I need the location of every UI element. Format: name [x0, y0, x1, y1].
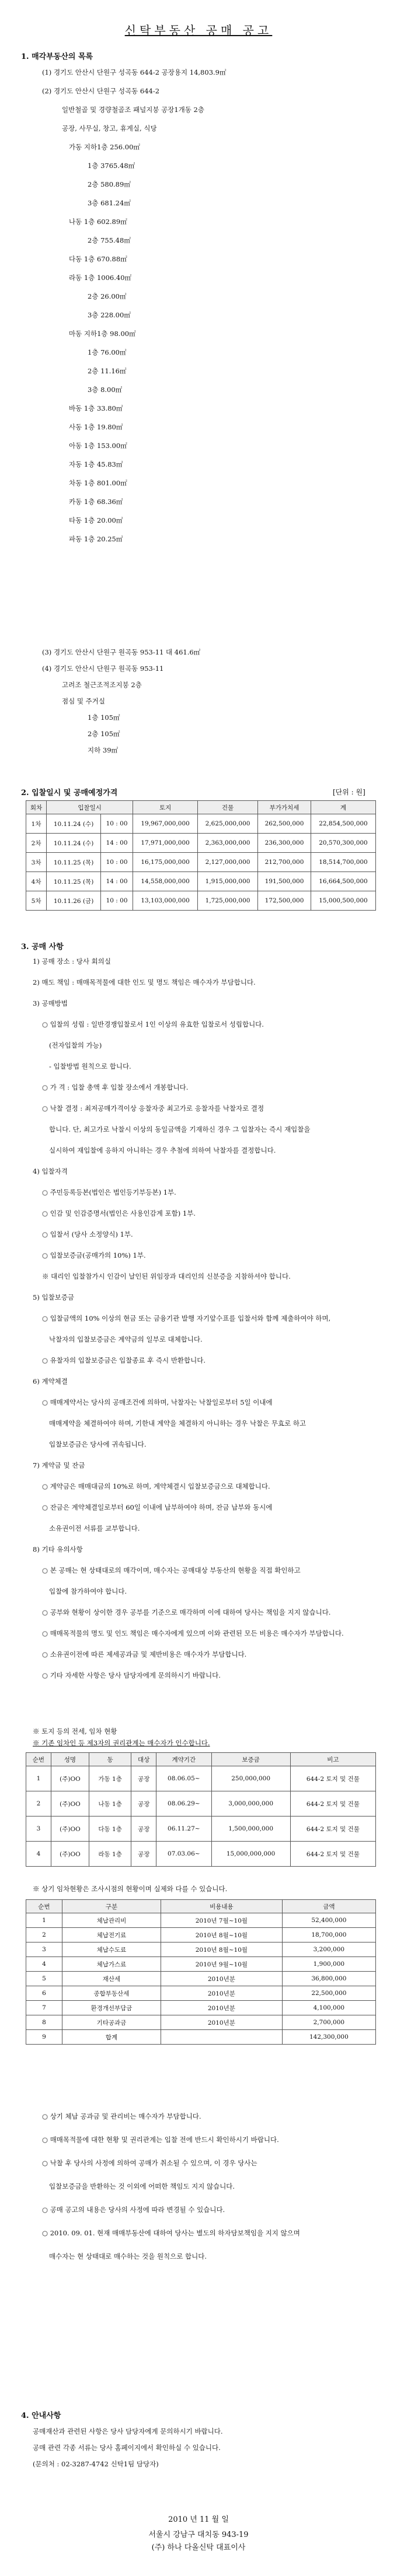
property-line: 마동 지하1층 98.00㎡: [69, 330, 136, 338]
property-line: (2) 경기도 안산시 단원구 성곡동 644-2: [42, 87, 160, 95]
property-line: (3) 경기도 안산시 단원구 원곡동 953-11 대 461.6㎡: [42, 648, 201, 656]
table-cell: 14 : 00: [101, 834, 133, 853]
table-row: [26, 1791, 376, 1817]
table-cell: 172,500,000: [258, 891, 311, 911]
table-cell: 10.11.25 (목): [47, 853, 101, 872]
table-cell: 15,000,000,000: [211, 1842, 290, 1867]
clause-line: 매수자는 현 상태대로 매수하는 것을 원칙으로 합니다.: [49, 2252, 207, 2260]
table-cell: 공장: [131, 1766, 156, 1791]
table-header: 계약기간: [156, 1753, 211, 1766]
table-cell: 644-2 토지 및 건물: [290, 1791, 375, 1817]
table-cell: 06.11.27~: [156, 1817, 211, 1842]
company-name: (주) 하나 다올신탁 대표이사: [151, 2543, 246, 2552]
table-cell: 52,400,000: [282, 1913, 375, 1928]
table-header: 건물: [198, 801, 258, 814]
table-cell: 체납수도료: [62, 1943, 161, 1957]
property-line: 일반철골 및 경량철골조 패널지붕 공장1개동 2층: [62, 106, 204, 114]
property-line: 파동 1층 20.25㎡: [69, 535, 123, 543]
table-row: [26, 2001, 376, 2015]
lease-note: ※ 토지 등의 전세, 임차 현황: [33, 1727, 117, 1735]
table-header: 토지: [133, 801, 198, 814]
table-cell: 07.03.06~: [156, 1842, 211, 1867]
table-row: [26, 2015, 376, 2030]
clause-line: (전자입찰의 가능): [49, 1041, 102, 1049]
property-line: 라동 1층 1006.40㎡: [69, 274, 132, 282]
table-cell: 4: [26, 1842, 51, 1867]
table-cell: 262,500,000: [258, 814, 311, 834]
table-cell: 16,664,500,000: [311, 872, 375, 891]
clause-line: ※ 대리인 입찰참가시 인감이 날인된 위임장과 대리인의 신분증을 지참하셔야 합니다.: [42, 1272, 291, 1280]
table-cell: 나동 1층: [89, 1791, 131, 1817]
table-cell: 3차: [26, 853, 47, 872]
table-row: [26, 1957, 376, 1972]
clause-line: ○ 소유권이전에 따른 제세공과금 및 제반비용은 매수자가 부담합니다.: [42, 1650, 247, 1658]
clause-line: 7) 계약금 및 잔금: [33, 1461, 85, 1469]
arrears-table: [26, 1899, 376, 2045]
table-cell: 22,500,000: [282, 1986, 375, 2001]
table-cell: 6: [26, 1986, 62, 2001]
table-cell: 08.06.05~: [156, 1766, 211, 1791]
table-cell: 16,175,000,000: [133, 853, 198, 872]
table-cell: 3,000,000,000: [211, 1791, 290, 1817]
clause-line: ○ 낙찰 후 당사의 사정에 의하여 공매가 취소될 수 있으며, 이 경우 당사는: [42, 2159, 257, 2167]
price-table: [26, 800, 376, 911]
clause-line: ○ 잔금은 계약체결일로부터 60일 이내에 납부하여야 하며, 잔금 납부와 동시에: [42, 1503, 273, 1511]
table-header: 순번: [26, 1753, 51, 1766]
table-cell: 2010년분: [161, 2001, 282, 2015]
clause-line: 합니다. 단, 최고가로 낙찰시 이상의 동일금액을 기재하신 경우 그 입찰자는 즉시 재입찰을: [49, 1125, 311, 1133]
table-cell: 2차: [26, 834, 47, 853]
clause-line: 입찰에 참가하여야 합니다.: [49, 1587, 127, 1595]
table-header: 대상: [131, 1753, 156, 1766]
property-line: 1층 3765.48㎡: [88, 162, 135, 170]
clause-line: 소유권이전 서류를 교부합니다.: [49, 1524, 140, 1532]
section-2-heading: 2. 입찰일시 및 공매예정가격: [21, 789, 118, 797]
clause-line: ○ 매매목적물의 명도 및 인도 책임은 매수자에게 있으며 이와 관련된 모든 비용은 매수자가 부담합니다.: [42, 1629, 344, 1637]
table-cell: 10.11.24 (수): [47, 814, 101, 834]
table-row: [26, 872, 376, 891]
table-cell: 15,000,500,000: [311, 891, 375, 911]
clause-line: 8) 기타 유의사항: [33, 1545, 83, 1553]
table-cell: 644-2 토지 및 건물: [290, 1817, 375, 1842]
clause-line: 낙찰자의 입찰보증금은 계약금의 일부로 대체합니다.: [49, 1335, 203, 1343]
table-cell: 2010년 8월~10월: [161, 1943, 282, 1957]
table-cell: 2010년 8월~10월: [161, 1928, 282, 1943]
table-cell: 2: [26, 1791, 51, 1817]
table-header: 금액: [282, 1900, 375, 1913]
property-line: 2층 26.00㎡: [88, 292, 127, 300]
table-cell: (주)OO: [51, 1791, 89, 1817]
table-cell: 8: [26, 2015, 62, 2030]
table-header: 성명: [51, 1753, 89, 1766]
unit-label: [단위 : 원]: [333, 788, 365, 796]
property-line: 2층 755.48㎡: [88, 236, 131, 244]
table-header: 순번: [26, 1900, 62, 1913]
table-cell: (주)OO: [51, 1817, 89, 1842]
property-line: 2층 105㎡: [88, 730, 120, 738]
clause-line: ○ 입찰금액의 10% 이상의 현금 또는 금융기관 발행 자기앞수표를 입찰서와 함께 제출하여야 하며,: [42, 1314, 331, 1322]
section-4-heading: 4. 안내사항: [21, 2412, 61, 2420]
table-row: [26, 1842, 376, 1867]
table-cell: 공장: [131, 1791, 156, 1817]
table-header: 비고: [290, 1753, 375, 1766]
property-line: 3층 8.00㎡: [88, 386, 123, 394]
table-cell: 644-2 토지 및 건물: [290, 1766, 375, 1791]
table-cell: 기타공과금: [62, 2015, 161, 2030]
table-cell: 2,363,000,000: [198, 834, 258, 853]
clause-line: 4) 입찰자격: [33, 1167, 68, 1175]
table-row: [26, 853, 376, 872]
property-line: 3층 681.24㎡: [88, 199, 131, 207]
table-cell: 공장: [131, 1817, 156, 1842]
table-cell: 19,967,000,000: [133, 814, 198, 834]
table-cell: 7: [26, 2001, 62, 2015]
table-cell: 2,700,000: [282, 2015, 375, 2030]
property-line: 고려조 철근조적조지붕 2층: [62, 681, 142, 689]
clause-line: - 입찰방법 원칙으로 합니다.: [49, 1062, 131, 1070]
table-cell: 4,100,000: [282, 2001, 375, 2015]
table-cell: 10.11.25 (목): [47, 872, 101, 891]
clause-line: 입찰보증금을 반환하는 것 이외에 어떠한 책임도 지지 않습니다.: [49, 2182, 235, 2190]
guide-line: 공매재산과 관련된 사항은 당사 담당자에게 문의하시기 바랍니다.: [33, 2427, 223, 2435]
table-cell: 재산세: [62, 1972, 161, 1986]
table-cell: 종합부동산세: [62, 1986, 161, 2001]
property-line: (4) 경기도 안산시 단원구 원곡동 953-11: [42, 664, 164, 673]
clause-line: ○ 매매목적물에 대한 현황 및 권리관계는 입찰 전에 반드시 확인하시기 바랍니다.: [42, 2136, 279, 2144]
property-line: 차동 1층 801.00㎡: [69, 479, 127, 487]
lease-table: [26, 1752, 376, 1867]
property-line: 지하 39㎡: [88, 746, 119, 754]
table-cell: 3,200,000: [282, 1943, 375, 1957]
clause-line: ○ 입찰보증금(공매가의 10%) 1부.: [42, 1251, 146, 1259]
clause-line: ○ 매매계약서는 당사의 공매조건에 의하며, 낙찰자는 낙찰일로부터 5일 이내에: [42, 1398, 273, 1406]
table-cell: 1,725,000,000: [198, 891, 258, 911]
clause-line: 6) 계약체결: [33, 1377, 68, 1385]
property-line: 점심 및 주거실: [62, 697, 105, 705]
notice-date: 2010 년 11 월 일: [168, 2515, 229, 2524]
clause-line: ○ 2010. 09. 01. 현재 매매부동산에 대하여 당사는 별도의 하자담보책임을 지지 않으며: [42, 2229, 300, 2237]
table-cell: 212,700,000: [258, 853, 311, 872]
table-row: [26, 1972, 376, 1986]
guide-line: (문의처 : 02-3287-4742 신탁1팀 담당자): [33, 2460, 159, 2468]
table-cell: 644-2 토지 및 건물: [290, 1842, 375, 1867]
table-cell: 08.06.29~: [156, 1791, 211, 1817]
property-line: 1층 76.00㎡: [88, 348, 127, 356]
table-cell: 4: [26, 1957, 62, 1972]
clause-line: 실시하여 재입찰에 응하지 아니하는 경우 추첨에 의하여 낙찰자를 결정합니다.: [49, 1146, 276, 1154]
table-cell: 2010년분: [161, 1972, 282, 1986]
table-cell: 36,800,000: [282, 1972, 375, 1986]
clause-line: 2) 매도 책임 : 매매목적물에 대한 인도 및 명도 책임은 매수자가 부담합니다.: [33, 978, 256, 986]
table-cell: 2010년분: [161, 2015, 282, 2030]
table-cell: 5차: [26, 891, 47, 911]
property-line: 2층 11.16㎡: [88, 367, 127, 375]
property-line: 1층 105㎡: [88, 713, 120, 722]
lease-highlight: ※ 기존 임차인 등 제3자의 권리관계는 매수자가 인수합니다.: [33, 1739, 210, 1747]
table-cell: 2,127,000,000: [198, 853, 258, 872]
table-cell: 22,854,500,000: [311, 814, 375, 834]
table-cell: 1,900,000: [282, 1957, 375, 1972]
clause-line: 입찰보증금은 당사에 귀속됩니다.: [49, 1440, 147, 1448]
table-cell: 2010년 9월~10월: [161, 1957, 282, 1972]
clause-line: ○ 입찰의 성립 : 일반경쟁입찰로서 1인 이상의 유효한 입찰로서 성립합니다.: [42, 1020, 264, 1028]
table-cell: 9: [26, 2030, 62, 2045]
table-cell: 236,300,000: [258, 834, 311, 853]
property-line: 자동 1층 45.83㎡: [69, 460, 123, 468]
table-cell: 250,000,000: [211, 1766, 290, 1791]
table-header: 보증금: [211, 1753, 290, 1766]
table-cell: [161, 2030, 282, 2045]
table-cell: 10 : 00: [101, 853, 133, 872]
property-line: 바동 1층 33.80㎡: [69, 404, 123, 412]
table-cell: (주)OO: [51, 1766, 89, 1791]
table-cell: 3: [26, 1817, 51, 1842]
table-row: [26, 1817, 376, 1842]
clause-line: ○ 입찰서 (당사 소정양식) 1부.: [42, 1230, 133, 1238]
property-line: 타동 1층 20.00㎡: [69, 516, 123, 524]
clause-line: ○ 낙찰 결정 : 최저공매가격이상 응찰자중 최고가로 응찰자를 낙찰자로 결정: [42, 1104, 264, 1112]
table-row: [26, 1943, 376, 1957]
clause-line: ○ 본 공매는 현 상태대로의 매각이며, 매수자는 공매대상 부동산의 현황을 직접 확인하고: [42, 1566, 301, 1574]
table-cell: 다동 1층: [89, 1817, 131, 1842]
table-header: 동: [89, 1753, 131, 1766]
clause-line: ○ 주민등록등본(법인은 법인등기부등본) 1부.: [42, 1188, 176, 1196]
clause-line: ○ 기타 자세한 사항은 당사 담당자에게 문의하시기 바랍니다.: [42, 1671, 221, 1679]
table-cell: 2010년분: [161, 1986, 282, 2001]
table-cell: 1: [26, 1913, 62, 1928]
clause-line: 1) 공매 장소 : 당사 회의실: [33, 957, 111, 965]
table-cell: 공장: [131, 1842, 156, 1867]
table-cell: 체납가스료: [62, 1957, 161, 1972]
page-title: 신탁부동산 공매 공고: [124, 23, 273, 37]
table-cell: 20,570,300,000: [311, 834, 375, 853]
table-cell: 10.11.26 (금): [47, 891, 101, 911]
table-header: 비용내용: [161, 1900, 282, 1913]
table-cell: 1,915,000,000: [198, 872, 258, 891]
table-cell: 10 : 00: [101, 814, 133, 834]
table-row: [26, 834, 376, 853]
table-row: [26, 1928, 376, 1943]
table-header: 계: [311, 801, 375, 814]
table-header: 부가가치세: [258, 801, 311, 814]
table-row: [26, 814, 376, 834]
table-row: [26, 891, 376, 911]
table-cell: 10 : 00: [101, 891, 133, 911]
table-cell: 14 : 00: [101, 872, 133, 891]
table-cell: 환경개선부담금: [62, 2001, 161, 2015]
property-line: (1) 경기도 안산시 단원구 성곡동 644-2 공장용지 14,803.9㎡: [42, 68, 227, 76]
property-line: 공장, 사무실, 창고, 휴게실, 식당: [62, 124, 157, 132]
table-cell: 3: [26, 1943, 62, 1957]
table-cell: 4차: [26, 872, 47, 891]
table-cell: 라동 1층: [89, 1842, 131, 1867]
clause-line: ○ 상기 체납 공과금 및 관리비는 매수자가 부담합니다.: [42, 2112, 201, 2120]
lease-note-2: ※ 상기 임차현황은 조사시점의 현황이며 실제와 다를 수 있습니다.: [33, 1885, 228, 1893]
table-row: [26, 1913, 376, 1928]
table-cell: 2010년 7월~10월: [161, 1913, 282, 1928]
company-address: 서울시 강남구 대치동 943-19: [148, 2530, 249, 2539]
table-cell: 1차: [26, 814, 47, 834]
table-cell: 1: [26, 1766, 51, 1791]
table-row: [26, 2030, 376, 2045]
table-cell: (주)OO: [51, 1842, 89, 1867]
table-cell: 체납전기료: [62, 1928, 161, 1943]
clause-line: ○ 가 격 : 입찰 총액 후 입찰 장소에서 개봉합니다.: [42, 1083, 189, 1091]
table-cell: 2: [26, 1928, 62, 1943]
property-line: 3층 228.00㎡: [88, 311, 131, 319]
table-cell: 18,700,000: [282, 1928, 375, 1943]
table-header: 구분: [62, 1900, 161, 1913]
table-cell: 191,500,000: [258, 872, 311, 891]
clause-line: ○ 공부와 현황이 상이한 경우 공부를 기준으로 매각하며 이에 대하여 당사는 책임을 지지 않습니다.: [42, 1608, 331, 1616]
clause-line: ○ 계약금은 매매대금의 10%로 하며, 계약체결시 입찰보증금으로 대체합니다.: [42, 1482, 270, 1490]
table-header: 입찰일시: [47, 801, 133, 814]
table-cell: 10.11.24 (수): [47, 834, 101, 853]
property-line: 아동 1층 153.00㎡: [69, 442, 127, 450]
clause-line: 3) 공매방법: [33, 999, 68, 1007]
table-cell: 142,300,000: [282, 2030, 375, 2045]
section-3-heading: 3. 공매 사항: [21, 943, 64, 951]
clause-line: ○ 인감 및 인감증명서(법인은 사용인감계 포함) 1부.: [42, 1209, 196, 1217]
table-cell: 합계: [62, 2030, 161, 2045]
table-cell: 5: [26, 1972, 62, 1986]
table-row: [26, 1766, 376, 1791]
table-header: 회차: [26, 801, 47, 814]
table-cell: 가동 1층: [89, 1766, 131, 1791]
property-line: 2층 580.89㎡: [88, 180, 131, 188]
guide-line: 공매 관련 각종 서류는 당사 홈페이지에서 확인하실 수 있습니다.: [33, 2444, 221, 2452]
property-line: 사동 1층 19.80㎡: [69, 423, 123, 431]
table-cell: 14,558,000,000: [133, 872, 198, 891]
table-cell: 17,971,000,000: [133, 834, 198, 853]
table-cell: 13,103,000,000: [133, 891, 198, 911]
clause-line: 매매계약을 체결하여야 하며, 기한내 계약을 체결하지 아니하는 경우 낙찰은 무효로 하고: [49, 1419, 307, 1427]
property-line: 카동 1층 68.36㎡: [69, 498, 123, 506]
table-row: [26, 1986, 376, 2001]
section-1-heading: 1. 매각부동산의 목록: [21, 52, 93, 61]
property-line: 다동 1층 670.88㎡: [69, 255, 127, 263]
property-line: 가동 지하1층 256.00㎡: [69, 143, 140, 151]
clause-line: ○ 공매 공고의 내용은 당사의 사정에 따라 변경될 수 있습니다.: [42, 2206, 225, 2214]
clause-line: 5) 입찰보증금: [33, 1293, 75, 1301]
clause-line: ○ 유찰자의 입찰보증금은 입찰종료 후 즉시 반환합니다.: [42, 1356, 206, 1364]
table-cell: 1,500,000,000: [211, 1817, 290, 1842]
table-cell: 2,625,000,000: [198, 814, 258, 834]
property-line: 나동 1층 602.89㎡: [69, 218, 127, 226]
table-cell: 18,514,700,000: [311, 853, 375, 872]
table-cell: 체납관리비: [62, 1913, 161, 1928]
